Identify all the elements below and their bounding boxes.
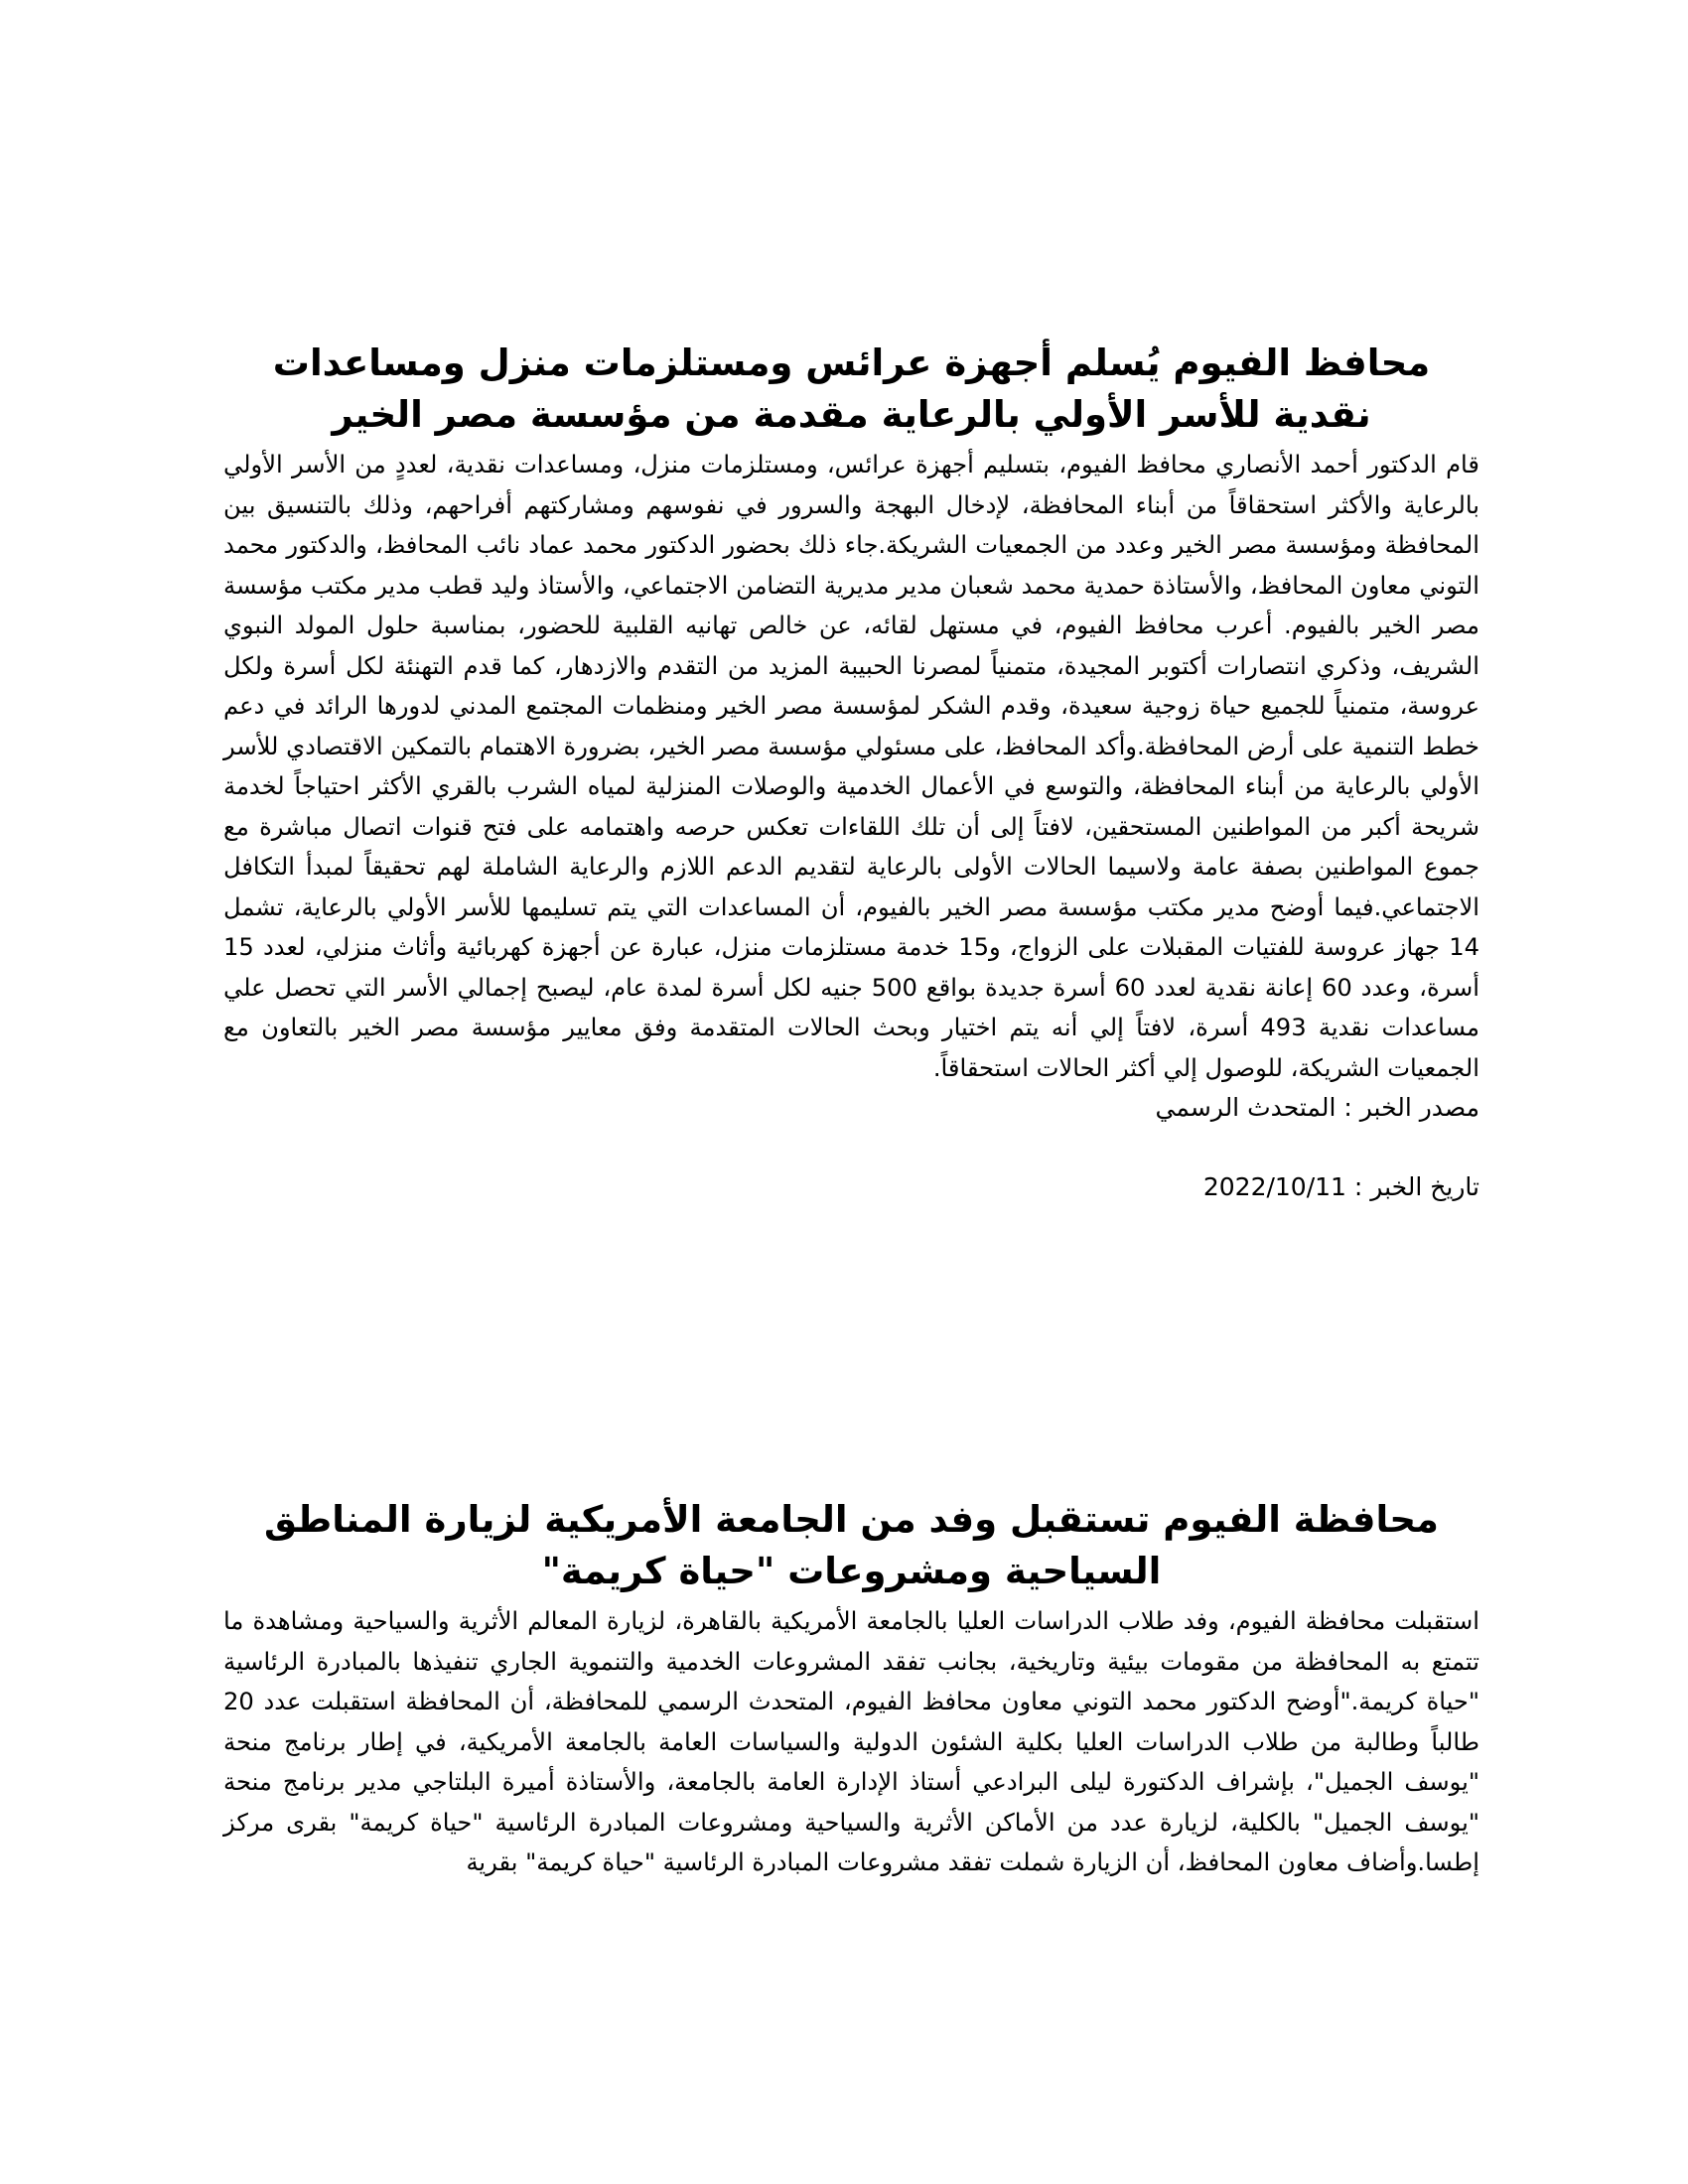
article-headline: محافظة الفيوم تستقبل وفد من الجامعة الأمريكية لزيارة المناطق السياحية ومشروعات "حياة كريمة" [264,1498,1439,1592]
article-headline: محافظ الفيوم يُسلم أجهزة عرائس ومستلزمات منزل ومساعدات نقدية للأسر الأولي بالرعاية مقدمة من مؤسسة مصر الخير [272,341,1431,436]
article-body: قام الدكتور أحمد الأنصاري محافظ الفيوم، بتسليم أجهزة عرائس، ومستلزمات منزل، ومساعدات نقدية، لعددٍ من الأسر الأولي بالرعاية والأكثر استحقاقاً من أبناء المحافظة، لإدخال البهجة والسرور في نفوسهم ومشاركتهم أفراحهم، وذلك بالتنسيق بين المحافظة ومؤسسة مصر الخير وعدد من الجمعيات الشريكة.جاء ذلك بحضور الدكتور محمد عماد نائب المحافظ، والدكتور محمد التوني معاون المحافظ، والأستاذة حمدية محمد شعبان مدير مديرية التضامن الاجتماعي، والأستاذ وليد قطب مدير مكتب مؤسسة مصر الخير بالفيوم. أعرب محافظ الفيوم، في مستهل لقائه، عن خالص تهانيه القلبية للحضور، بمناسبة حلول المولد النبوي الشريف، وذكري انتصارات أكتوبر المجيدة، متمنياً لمصرنا الحبيبة المزيد من التقدم والازدهار، كما قدم التهنئة لكل أسرة ولكل عروسة، متمنياً للجميع حياة زوجية سعيدة، وقدم الشكر لمؤسسة مصر الخير ومنظمات المجتمع المدني لدورها الرائد في دعم خطط التنمية على أرض المحافظة.وأكد المحافظ، على مسئولي مؤسسة مصر الخير، بضرورة الاهتمام بالتمكين الاقتصادي للأسر الأولي بالرعاية من أبناء المحافظة، والتوسع في الأعمال الخدمية والوصلات المنزلية لمياه الشرب بالقري الأكثر احتياجاً لخدمة شريحة أكبر من المواطنين المستحقين، لافتاً إلى أن تلك اللقاءات تعكس حرصه واهتمامه على فتح قنوات اتصال مباشرة مع جموع المواطنين بصفة عامة ولاسيما الحالات الأولى بالرعاية لتقديم الدعم اللازم والرعاية الشاملة لهم تحقيقاً لمبدأ التكافل الاجتماعي.فيما أوضح مدير مكتب مؤسسة مصر الخير بالفيوم، أن المساعدات التي يتم تسليمها للأسر الأولي بالرعاية، تشمل 14 جهاز عروسة للفتيات المقبلات على الزواج، و15 خدمة مستلزمات منزل، عبارة عن أجهزة كهربائية وأثاث منزلي، لعدد 15 أسرة، وعدد 60 إعانة نقدية لعدد 60 أسرة جديدة بواقع 500 جنيه لكل أسرة لمدة عام، ليصبح إجمالي الأسر التي تحصل علي مساعدات نقدية 493 أسرة، لافتاً إلي أنه يتم اختيار وبحث الحالات المتقدمة وفق معايير مؤسسة مصر الخير بالتعاون مع الجمعيات الشريكة، للوصول إلي أكثر الحالات استحقاقاً. [223,451,1479,1082]
news-date: تاريخ الخبر : 2022/10/11 [1202,1172,1479,1201]
news-article [223,338,1479,1207]
news-article [223,1494,1479,1883]
article-body: استقبلت محافظة الفيوم، وفد طلاب الدراسات العليا بالجامعة الأمريكية بالقاهرة، لزيارة المعالم الأثرية والسياحية ومشاهدة ما تتمتع به المحافظة من مقومات بيئية وتاريخية، بجانب تفقد المشروعات الخدمية والتنموية الجاري تنفيذها بالمبادرة الرئاسية "حياة كريمة."أوضح الدكتور محمد التوني معاون محافظ الفيوم، المتحدث الرسمي للمحافظة، أن المحافظة استقبلت عدد 20 طالباً وطالبة من طلاب الدراسات العليا بكلية الشئون الدولية والسياسات العامة بالجامعة الأمريكية، في إطار برنامج منحة "يوسف الجميل"، بإشراف الدكتورة ليلى البرادعي أستاذ الإدارة العامة بالجامعة، والأستاذة أميرة البلتاجي مدير برنامج منحة "يوسف الجميل" بالكلية، لزيارة عدد من الأماكن الأثرية والسياحية ومشروعات المبادرة الرئاسية "حياة كريمة" بقرى مركز إطسا.وأضاف معاون المحافظ، أن الزيارة شملت تفقد مشروعات المبادرة الرئاسية "حياة كريمة" بقرية [223,1607,1479,1876]
news-source: مصدر الخبر : المتحدث الرسمي [1155,1093,1479,1122]
